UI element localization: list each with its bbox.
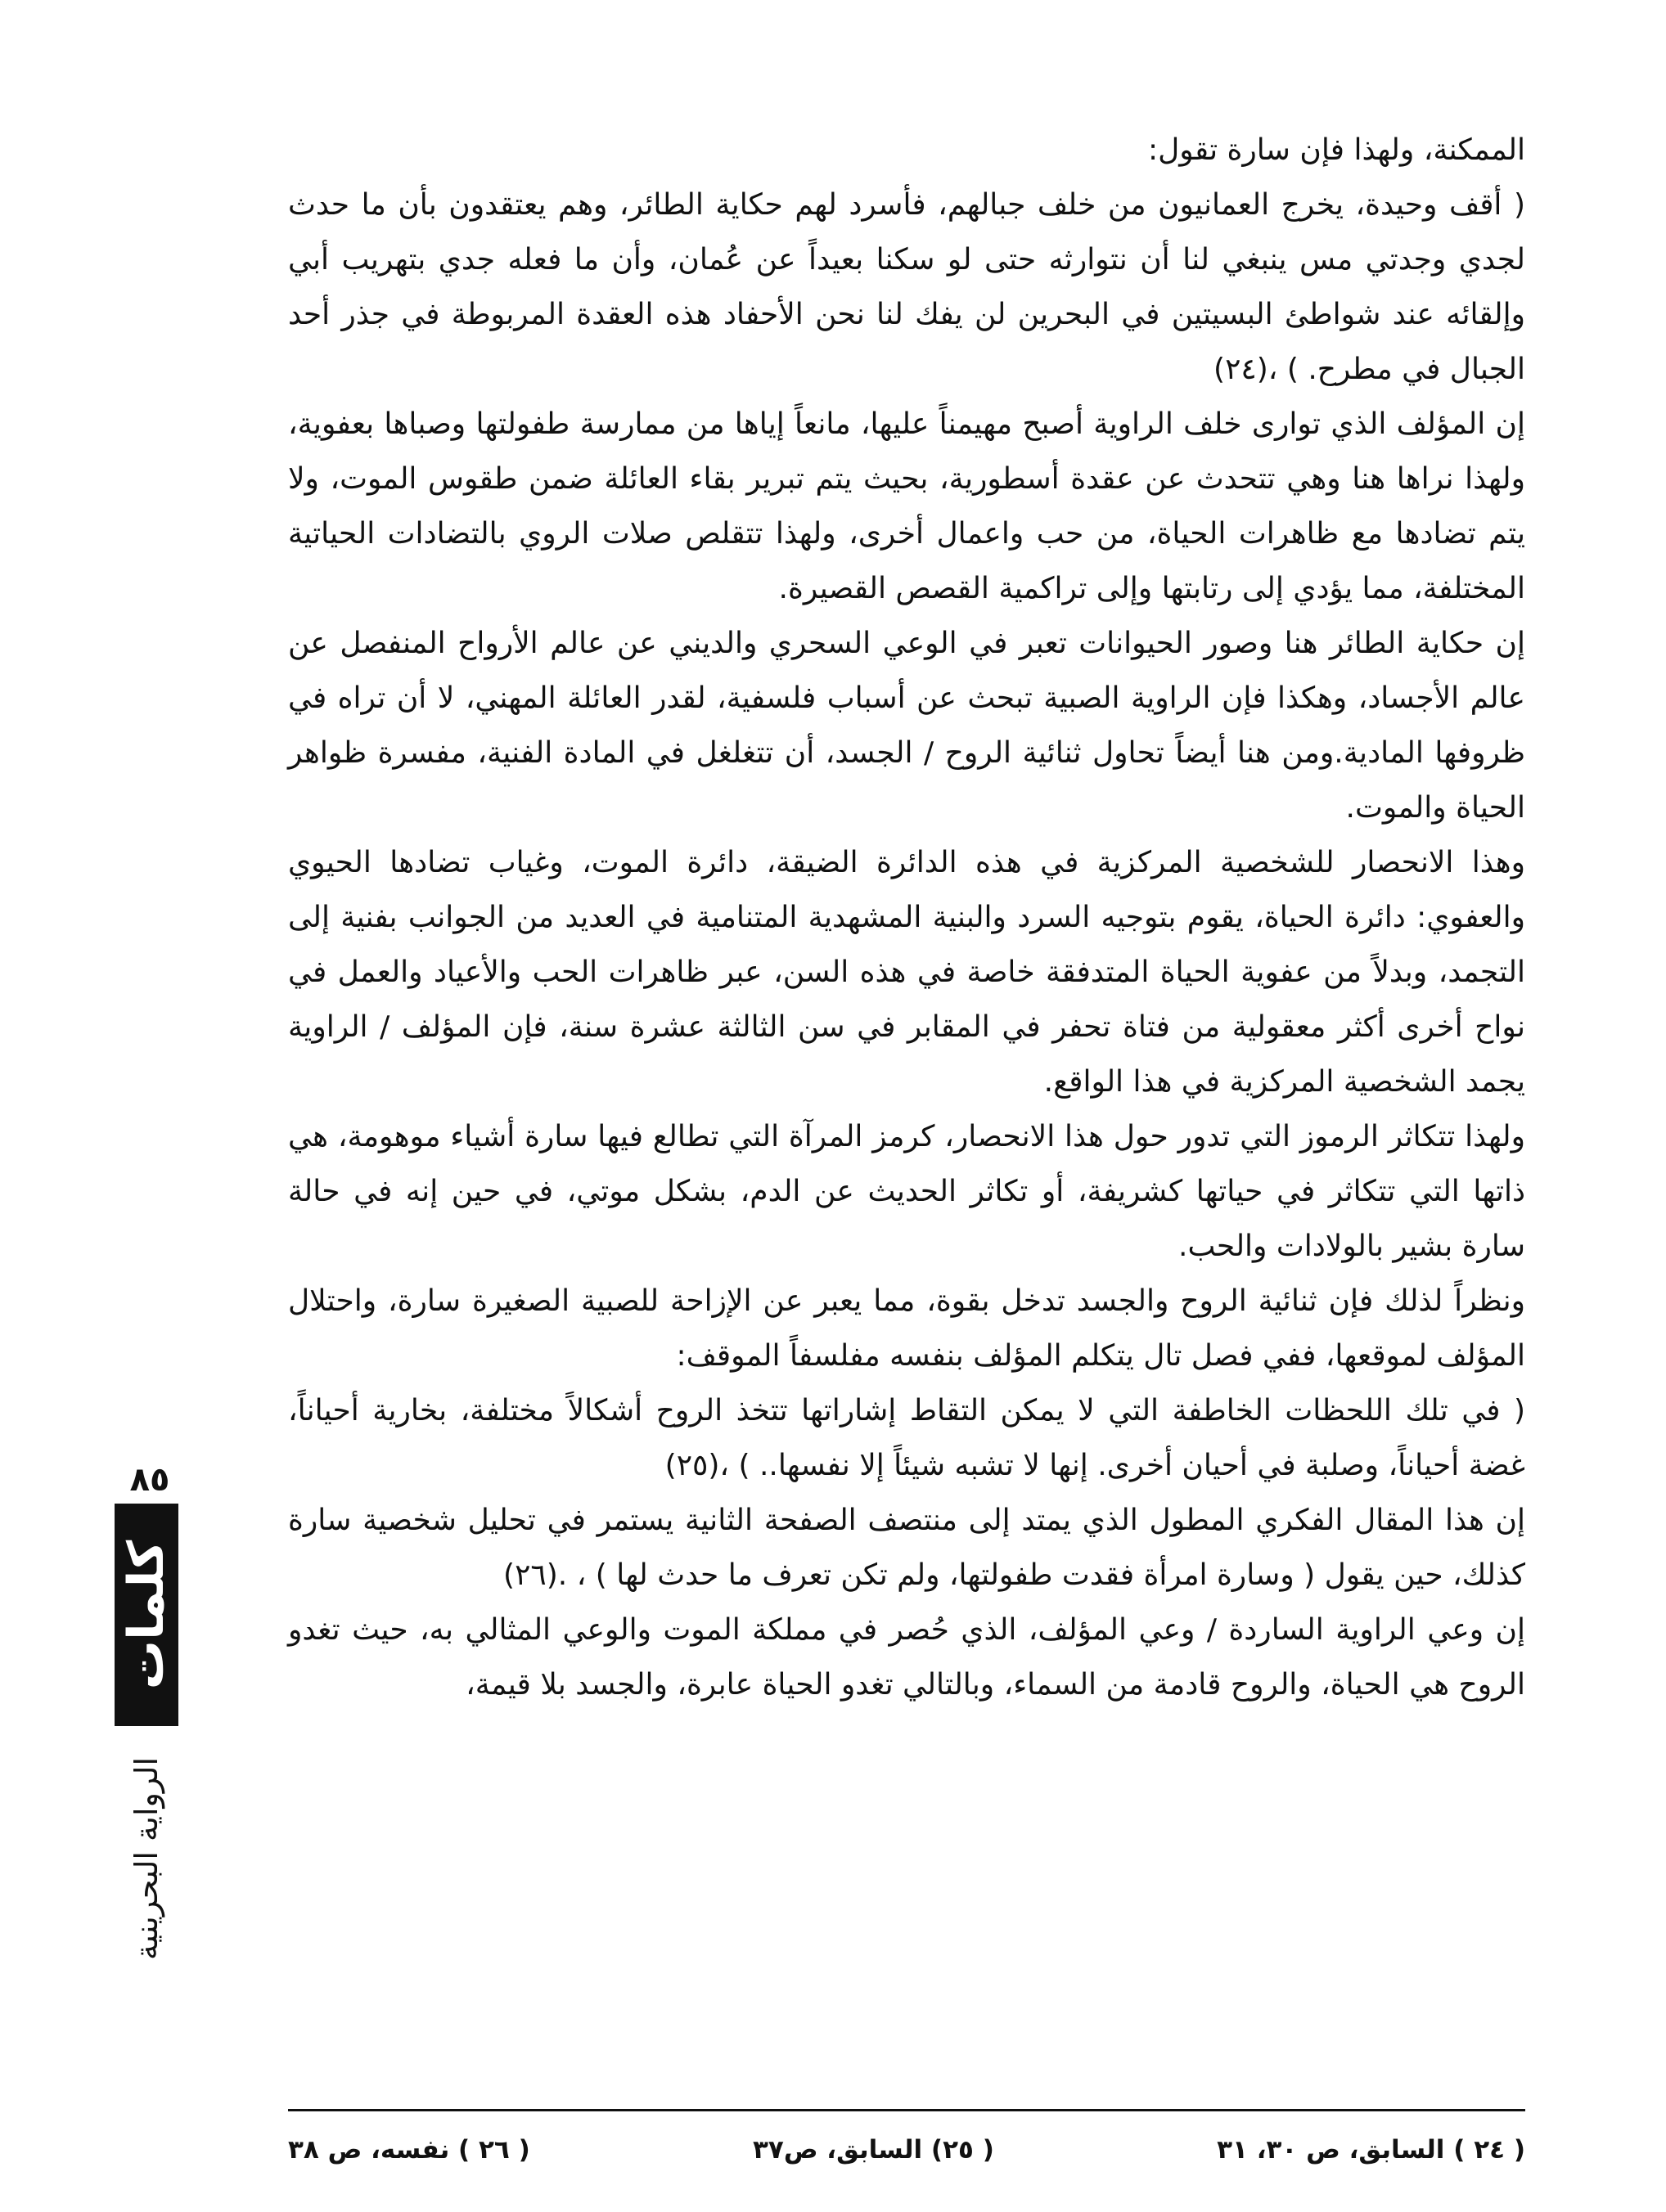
footnote-24: ( ٢٤ ) السابق، ص ٣٠، ٣١ xyxy=(1217,2135,1525,2165)
magazine-logo xyxy=(115,1504,178,1726)
article-body xyxy=(288,123,1525,1712)
section-label-container xyxy=(110,1739,183,1978)
section-label: الرواية البحرينية xyxy=(128,1756,164,1961)
footnote-divider xyxy=(288,2109,1525,2111)
footnotes xyxy=(288,2125,1525,2174)
body-paragraph: إن وعي الراوية الساردة / وعي المؤلف، الذي حُصر في مملكة الموت والوعي المثالي به، حيث تغدو الروح هي الحياة، والروح قادمة من السماء، وبالتالي تغدو الحياة عابرة، والجسد بلا قيمة، xyxy=(288,1613,1525,1702)
body-paragraph: وهذا الانحصار للشخصية المركزية في هذه الدائرة الضيقة، دائرة الموت، وغياب تضادها الحيوي والعفوي: دائرة الحياة، يقوم بتوجيه السرد والبنية المشهدية المتنامية في العديد من الجوانب بفنية إلى التجمد، وبدلاً من عفوية الحياة المتدفقة خاصة في هذه السن، عبر ظاهرات الحب والأعياد والعمل في نواح أخرى أكثر معقولية من فتاة تحفر في المقابر في سن الثالثة عشرة سنة، فإن المؤلف / الراوية يجمد الشخصية المركزية في هذا الواقع. xyxy=(288,846,1525,1099)
page-number: ٨٥ xyxy=(129,1461,170,1499)
footnote-26: ( ٢٦ ) نفسه، ص ٣٨ xyxy=(288,2135,530,2165)
magazine-logo-text: كلمات xyxy=(118,1540,175,1690)
quote-paragraph: ( في تلك اللحظات الخاطفة التي لا يمكن التقاط إشاراتها تتخذ الروح أشكالاً مختلفة، بخارية أحياناً، غضة أحياناً، وصلبة في أحيان أخرى. إنها لا تشبه شيئاً إلا نفسها.. ) ،(٢٥) xyxy=(288,1394,1525,1482)
body-paragraph: الممكنة، ولهذا فإن سارة تقول: xyxy=(1148,133,1525,167)
footnote-25: ( ٢٥) السابق، ص٣٧ xyxy=(752,2135,994,2165)
body-paragraph: إن المؤلف الذي توارى خلف الراوية أصبح مهيمناً عليها، مانعاً إياها من ممارسة طفولتها وصباها بعفوية، ولهذا نراها هنا وهي تتحدث عن عقدة أسطورية، بحيث يتم تبرير بقاء العائلة ضمن طقوس الموت، ولا يتم تضادها مع ظاهرات الحياة، من حب واعمال أخرى، ولهذا تتقلص صلات الروي بالتضادات الحياتية المختلفة، مما يؤدي إلى رتابتها وإلى تراكمية القصص القصيرة. xyxy=(288,407,1525,605)
body-paragraph: ولهذا تتكاثر الرموز التي تدور حول هذا الانحصار، كرمز المرآة التي تطالع فيها سارة أشياء موهومة، هي ذاتها التي تتكاثر في حياتها كشريفة، أو تكاثر الحديث عن الدم، بشكل موتي، في حين إنه في حالة سارة بشير بالولادات والحب. xyxy=(288,1120,1525,1263)
quote-paragraph: ( أقف وحيدة، يخرج العمانيون من خلف جبالهم، فأسرد لهم حكاية الطائر، وهم يعتقدون بأن ما حدث لجدي وجدتي مس ينبغي لنا أن نتوارثه حتى لو سكنا بعيداً عن عُمان، وأن ما فعله جدي بتهريب أبي وإلقائه عند شواطئ البسيتين في البحرين لن يفك لنا نحن الأحفاد هذه العقدة المربوطة في جذر أحد الجبال في مطرح. ) ،(٢٤) xyxy=(288,188,1525,386)
body-paragraph: إن حكاية الطائر هنا وصور الحيوانات تعبر في الوعي السحري والديني عن عالم الأرواح المنفصل عن عالم الأجساد، وهكذا فإن الراوية الصبية تبحث عن أسباب فلسفية، لقدر العائلة المهني، لا أن تراه في ظروفها المادية.ومن هنا أيضاً تحاول ثنائية الروح / الجسد، أن تتغلغل في المادة الفنية، مفسرة ظواهر الحياة والموت. xyxy=(288,627,1525,825)
body-paragraph: إن هذا المقال الفكري المطول الذي يمتد إلى منتصف الصفحة الثانية يستمر في تحليل شخصية سارة كذلك، حين يقول ( وسارة امرأة فقدت طفولتها، ولم تكن تعرف ما حدث لها ) ، .(٢٦) xyxy=(288,1504,1525,1592)
body-paragraph: ونظراً لذلك فإن ثنائية الروح والجسد تدخل بقوة، مما يعبر عن الإزاحة للصبية الصغيرة سارة، واحتلال المؤلف لموقعها، ففي فصل تال يتكلم المؤلف بنفسه مفلسفاً الموقف: xyxy=(288,1284,1525,1373)
